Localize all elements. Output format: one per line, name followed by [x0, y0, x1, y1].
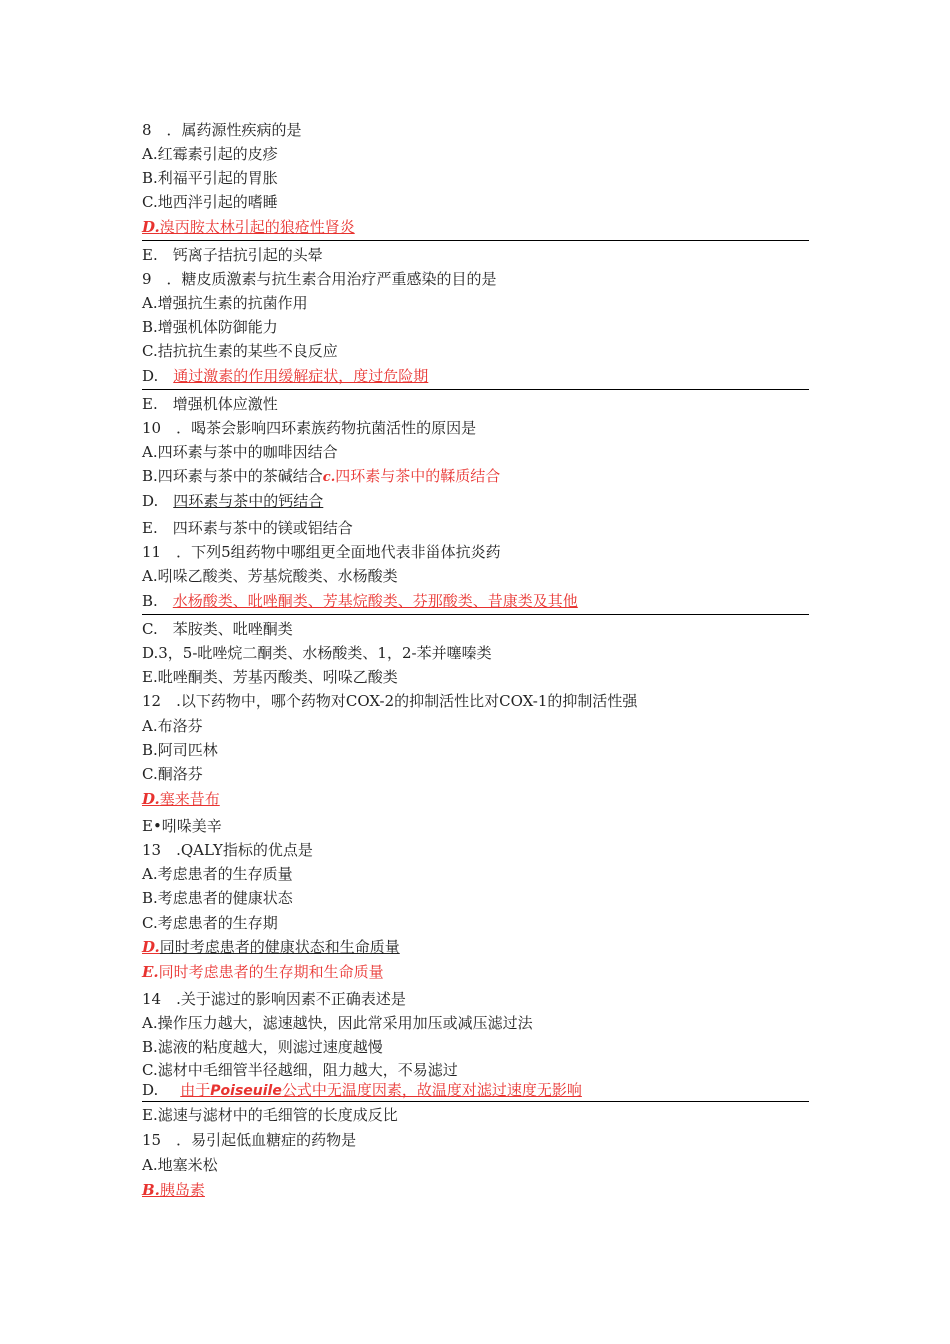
q10-option-b-c — [142, 466, 812, 488]
q9-rule — [142, 389, 809, 390]
q8-option-d-answer — [142, 217, 812, 237]
q8-option-d-text: 溴丙胺太林引起的狼疮性肾炎 — [159, 218, 355, 236]
q15-option-b-answer — [142, 1180, 812, 1200]
q12-stem: 12 .以下药物中，哪个药物对COX-2的抑制活性比对COX-1的抑制活性强 — [142, 692, 638, 710]
q15-option-a: A.地塞米松 — [142, 1156, 218, 1174]
q10-option-d-letter: D. — [142, 492, 174, 510]
q9-option-a: A.增强抗生素的抗菌作用 — [142, 294, 308, 312]
q12-option-d-answer — [142, 789, 812, 809]
q13-option-c: C.考虑患者的生存期 — [142, 914, 278, 932]
q10-option-b: B.四环素与茶中的茶碱结合 — [142, 467, 323, 485]
q14-option-d-answer — [142, 1080, 812, 1101]
q13-option-b: B.考虑患者的健康状态 — [142, 889, 293, 907]
q13-option-a: A.考虑患者的生存质量 — [142, 865, 293, 883]
q12-option-c: C.酮洛芬 — [142, 765, 203, 783]
q10-option-a: A.四环素与茶中的咖啡因结合 — [142, 443, 338, 461]
q11-rule — [142, 614, 809, 615]
q11-option-a: A.吲哚乙酸类、芳基烷酸类、水杨酸类 — [142, 567, 398, 585]
q11-option-d: D.3，5-吡唑烷二酮类、水杨酸类、1，2-苯并噻嗪类 — [142, 644, 492, 662]
q15-option-b-text: 胰岛素 — [159, 1181, 205, 1199]
q10-option-e: E. 四环素与茶中的镁或铝结合 — [142, 519, 353, 537]
q11-option-b-letter: B. — [142, 592, 173, 610]
q11-option-b-answer — [142, 591, 812, 611]
q14-option-c: C.滤材中毛细管半径越细，阻力越大，不易滤过 — [142, 1061, 458, 1079]
q14-option-b: B.滤液的粘度越大，则滤过速度越慢 — [142, 1038, 383, 1056]
q8-option-d-letter: D. — [142, 218, 160, 236]
q12-option-d-letter: D. — [142, 790, 160, 808]
q14-option-a: A.操作压力越大，滤速越快，因此常采用加压或减压滤过法 — [142, 1014, 533, 1032]
q13-option-e-text: 同时考虑患者的生存期和生命质量 — [158, 963, 384, 981]
q13-option-e-letter: E. — [142, 963, 159, 981]
q9-option-b: B.增强机体防御能力 — [142, 318, 278, 336]
q9-option-d-text: 通过激素的作用缓解症状，度过危险期 — [173, 367, 429, 385]
q12-option-e: E•吲哚美辛 — [142, 817, 222, 835]
q14-option-d-text-pre: 由于 — [180, 1081, 211, 1099]
q8-rule — [142, 240, 809, 241]
q12-option-d-text: 塞来昔布 — [159, 790, 220, 808]
q13-option-e-answer — [142, 962, 812, 982]
q10-option-c-answer: 四环素与茶中的鞣质结合 — [335, 467, 501, 485]
q11-stem: 11 ．下列5组药物中哪组更全面地代表非甾体抗炎药 — [142, 543, 501, 561]
q11-option-b-text: 水杨酸类、吡唑酮类、芳基烷酸类、芬那酸类、昔康类及其他 — [172, 592, 578, 610]
q13-option-d — [142, 937, 812, 957]
q14-stem: 14 .关于滤过的影响因素不正确表述是 — [142, 990, 406, 1008]
q14-option-e: E.滤速与滤材中的毛细管的长度成反比 — [142, 1106, 398, 1124]
q9-option-d-answer — [142, 366, 812, 386]
q9-option-d-letter: D. — [142, 367, 174, 385]
q10-stem: 10 ．喝茶会影响四环素族药物抗菌活性的原因是 — [142, 419, 477, 437]
q12-option-b: B.阿司匹林 — [142, 741, 218, 759]
q11-option-c: C. 苯胺类、吡唑酮类 — [142, 620, 293, 638]
q8-stem: 8 ．属药源性疾病的是 — [142, 121, 302, 139]
q14-option-d-letter: D. — [142, 1081, 159, 1099]
q15-stem: 15 ．易引起低血糖症的药物是 — [142, 1131, 357, 1149]
q13-option-d-letter: D. — [142, 938, 160, 956]
q10-option-c-letter: c. — [322, 470, 336, 485]
q13-stem: 13 .QALY指标的优点是 — [142, 841, 313, 859]
q9-option-c: C.拮抗抗生素的某些不良反应 — [142, 342, 338, 360]
q8-option-e: E. 钙离子拮抗引起的头晕 — [142, 246, 323, 264]
q9-option-e: E. 增强机体应激性 — [142, 395, 278, 413]
q13-option-d-text: 同时考虑患者的健康状态和生命质量 — [159, 938, 400, 956]
q14-option-d-term: Poiseuile — [210, 1083, 282, 1099]
q10-option-d — [142, 491, 812, 511]
q8-option-c: C.地西泮引起的嗜睡 — [142, 193, 278, 211]
q12-option-a: A.布洛芬 — [142, 717, 203, 735]
q14-rule — [142, 1101, 809, 1102]
q9-stem: 9 ．糖皮质激素与抗生素合用治疗严重感染的目的是 — [142, 270, 497, 288]
q8-option-a: A.红霉素引起的皮疹 — [142, 145, 278, 163]
q11-option-e: E.吡唑酮类、芳基丙酸类、吲哚乙酸类 — [142, 668, 398, 686]
q10-option-d-text: 四环素与茶中的钙结合 — [173, 492, 324, 510]
q8-option-b: B.利福平引起的胃胀 — [142, 169, 278, 187]
q15-option-b-letter: B. — [142, 1181, 160, 1199]
q14-option-d-text-post: 公式中无温度因素，故温度对滤过速度无影响 — [281, 1081, 582, 1099]
